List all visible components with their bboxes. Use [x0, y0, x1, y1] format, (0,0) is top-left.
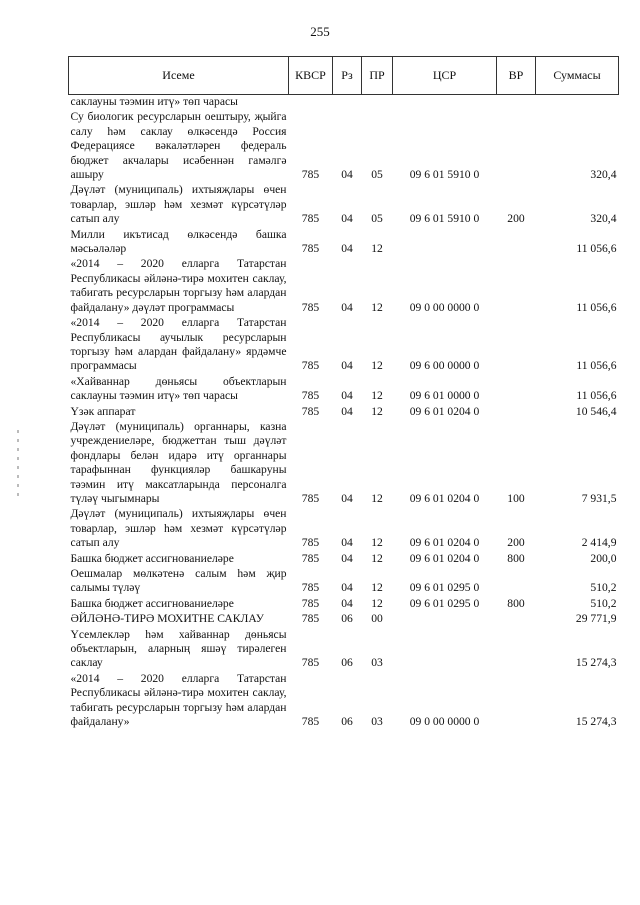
cell-csr: 09 6 01 0204 0 — [409, 404, 480, 418]
cell-kvsr: 785 — [301, 359, 320, 373]
cell-rz: 06 — [341, 656, 353, 670]
cell-sum: 15 274,3 — [575, 656, 617, 670]
cell-vr — [497, 95, 536, 111]
cell-kvsr: 785 — [301, 596, 320, 610]
cell-pr — [362, 95, 393, 111]
cell-name: Башка бюджет ассигнованиеләре — [70, 551, 234, 565]
table-row — [69, 95, 619, 111]
cell-vr — [497, 257, 536, 316]
table-row — [69, 228, 619, 258]
cell-pr: 12 — [371, 389, 383, 403]
cell-vr — [497, 316, 536, 375]
cell-name: Дәүләт (муниципаль) ихтыяҗлары өчен товарлар, эшләр һәм хезмәт күрсәтүләр сатып алу — [70, 507, 287, 550]
cell-vr: 800 — [507, 551, 525, 565]
cell-rz: 06 — [341, 612, 353, 626]
cell-name: Милли икътисад өлкәсендә башка мәсьәләләр — [70, 227, 287, 256]
table-row — [69, 597, 619, 612]
cell-vr: 800 — [507, 596, 525, 610]
cell-name: Үзәк аппарат — [70, 404, 136, 418]
cell-rz: 04 — [341, 242, 353, 256]
cell-pr: 05 — [371, 212, 383, 226]
header-kvsr: КВСР — [289, 57, 333, 95]
cell-kvsr: 785 — [301, 612, 320, 626]
cell-sum: 10 546,4 — [575, 404, 617, 418]
table-row — [69, 110, 619, 183]
cell-name: Дәүләт (муниципаль) ихтыяҗлары өчен товарлар, эшләр һәм хезмәт күрсәтүләр сатып алу — [70, 183, 287, 226]
cell-csr: 09 6 01 0000 0 — [409, 389, 480, 403]
cell-rz: 04 — [341, 389, 353, 403]
cell-csr: 09 6 01 5910 0 — [409, 212, 480, 226]
cell-pr: 00 — [371, 612, 383, 626]
cell-name: ӘЙЛӘНӘ-ТИРӘ МОХИТНЕ САКЛАУ — [70, 612, 264, 626]
cell-csr — [393, 612, 497, 627]
cell-kvsr: 785 — [301, 551, 320, 565]
cell-kvsr: 785 — [301, 715, 320, 729]
cell-vr: 200 — [507, 212, 525, 226]
cell-rz: 04 — [341, 551, 353, 565]
table-row — [69, 628, 619, 672]
cell-csr: 09 6 00 0000 0 — [409, 359, 480, 373]
header-pr: ПР — [362, 57, 393, 95]
cell-kvsr: 785 — [301, 389, 320, 403]
cell-kvsr: 785 — [301, 242, 320, 256]
cell-sum: 11 056,6 — [576, 359, 617, 373]
cell-rz: 04 — [341, 596, 353, 610]
cell-sum: 200,0 — [590, 551, 617, 565]
cell-rz: 04 — [341, 359, 353, 373]
cell-kvsr: 785 — [301, 491, 320, 505]
cell-pr: 03 — [371, 656, 383, 670]
table-row — [69, 183, 619, 227]
cell-csr — [393, 628, 497, 672]
cell-csr: 09 6 01 0204 0 — [409, 536, 480, 550]
cell-name: Башка бюджет ассигнованиеләре — [70, 596, 234, 610]
cell-sum: 510,2 — [590, 596, 617, 610]
header-vr: ВР — [497, 57, 536, 95]
cell-kvsr: 785 — [301, 581, 320, 595]
cell-pr: 05 — [371, 168, 383, 182]
cell-pr: 12 — [371, 581, 383, 595]
cell-rz — [333, 95, 362, 111]
cell-pr: 12 — [371, 596, 383, 610]
cell-sum: 15 274,3 — [575, 715, 617, 729]
cell-csr: 09 0 00 0000 0 — [409, 715, 480, 729]
table-row — [69, 567, 619, 597]
cell-kvsr: 785 — [301, 168, 320, 182]
cell-pr: 12 — [371, 536, 383, 550]
cell-csr: 09 6 01 0204 0 — [409, 551, 480, 565]
cell-name: Оешмалар мөлкәтенә салым һәм җир салымы түләү — [70, 567, 287, 595]
cell-sum: 2 414,9 — [581, 536, 617, 550]
cell-vr — [497, 110, 536, 183]
cell-pr: 12 — [371, 300, 383, 314]
table-row — [69, 420, 619, 507]
budget-table — [68, 56, 619, 730]
cell-csr: 09 6 01 0204 0 — [409, 491, 480, 505]
cell-name: Су биологик ресурсларын оештыру, җыйга салу һәм саклау өлкәсендә Россия Федерациясе вәкаләтләрен федераль бюджет акчалары исәбеннән гамәлгә ашыру — [70, 110, 287, 182]
cell-rz: 04 — [341, 404, 353, 418]
cell-rz: 04 — [341, 581, 353, 595]
cell-kvsr: 785 — [301, 404, 320, 418]
cell-csr — [393, 95, 497, 111]
cell-name: саклауны тәэмин итү» төп чарасы — [70, 95, 238, 108]
cell-rz: 04 — [341, 168, 353, 182]
table-row — [69, 672, 619, 731]
cell-vr: 100 — [507, 491, 525, 505]
cell-sum: 11 056,6 — [576, 300, 617, 314]
cell-kvsr: 785 — [301, 300, 320, 314]
cell-sum: 320,4 — [590, 168, 617, 182]
cell-vr — [497, 567, 536, 597]
table-row — [69, 405, 619, 420]
cell-vr — [497, 672, 536, 731]
cell-name: «Хайваннар дөньясы объектларын саклауны тәэмин итү» төп чарасы — [70, 374, 287, 403]
cell-name: Дәүләт (муниципаль) органнары, казна учреждениеләре, бюджеттан тыш дәүләт фондлары белән идарә итү органнары тарафыннан функцияләр башкаруны тәэмин итү максатларында персоналга түләү чыгымнары — [70, 419, 287, 505]
cell-csr: 09 6 01 0295 0 — [409, 581, 480, 595]
cell-csr: 09 0 00 0000 0 — [409, 300, 480, 314]
cell-rz: 04 — [341, 212, 353, 226]
cell-sum — [536, 95, 619, 111]
page-number: 255 — [310, 24, 330, 39]
cell-vr — [497, 228, 536, 258]
cell-kvsr: 785 — [301, 536, 320, 550]
cell-name: Үсемлекләр һәм хайваннар дөньясы объектларын, аларның яшәү тирәлеген саклау — [70, 627, 287, 670]
cell-pr: 12 — [371, 242, 383, 256]
table-row — [69, 316, 619, 375]
cell-name: «2014 – 2020 елларга Татарстан Республикасы әйләнә-тирә мохитен саклау, табигать ресурсларын торгызу һәм алардан файдалану» — [70, 671, 287, 729]
cell-pr: 03 — [371, 715, 383, 729]
cell-name: «2014 – 2020 елларга Татарстан Республикасы аучылык ресурсларын торгызу һәм алардан файдалану» ярдәмче программасы — [70, 316, 287, 373]
cell-sum: 320,4 — [590, 212, 617, 226]
table-row — [69, 257, 619, 316]
cell-name: «2014 – 2020 елларга Татарстан Республикасы әйләнә-тирә мохитен саклау, табигать ресурсларын торгызу һәм алардан файдалану» дәүләт программасы — [70, 257, 287, 314]
table-header — [69, 57, 619, 95]
cell-vr — [497, 375, 536, 405]
cell-pr: 12 — [371, 491, 383, 505]
cell-vr — [497, 405, 536, 420]
table-body — [69, 95, 619, 731]
cell-kvsr: 785 — [301, 212, 320, 226]
cell-pr: 12 — [371, 551, 383, 565]
table-row — [69, 552, 619, 567]
header-sum: Суммасы — [536, 57, 619, 95]
cell-pr: 12 — [371, 359, 383, 373]
cell-kvsr — [289, 95, 333, 111]
cell-rz: 04 — [341, 491, 353, 505]
table-row — [69, 375, 619, 405]
cell-sum: 11 056,6 — [576, 389, 617, 403]
cell-rz: 04 — [341, 536, 353, 550]
cell-kvsr: 785 — [301, 656, 320, 670]
header-name: Исеме — [69, 57, 289, 95]
cell-vr — [497, 628, 536, 672]
cell-pr: 12 — [371, 404, 383, 418]
cell-rz: 06 — [341, 715, 353, 729]
cell-csr: 09 6 01 0295 0 — [409, 596, 480, 610]
header-rz: Рз — [333, 57, 362, 95]
cell-sum: 29 771,9 — [575, 612, 617, 626]
header-csr: ЦСР — [393, 57, 497, 95]
cell-sum: 510,2 — [590, 581, 617, 595]
cell-rz: 04 — [341, 300, 353, 314]
table-row — [69, 612, 619, 627]
cell-sum: 7 931,5 — [581, 491, 617, 505]
cell-sum: 11 056,6 — [576, 242, 617, 256]
cell-vr — [497, 612, 536, 627]
cell-csr — [393, 228, 497, 258]
table-row — [69, 507, 619, 551]
cell-vr: 200 — [507, 536, 525, 550]
scan-fold-marks — [16, 430, 22, 550]
cell-csr: 09 6 01 5910 0 — [409, 168, 480, 182]
